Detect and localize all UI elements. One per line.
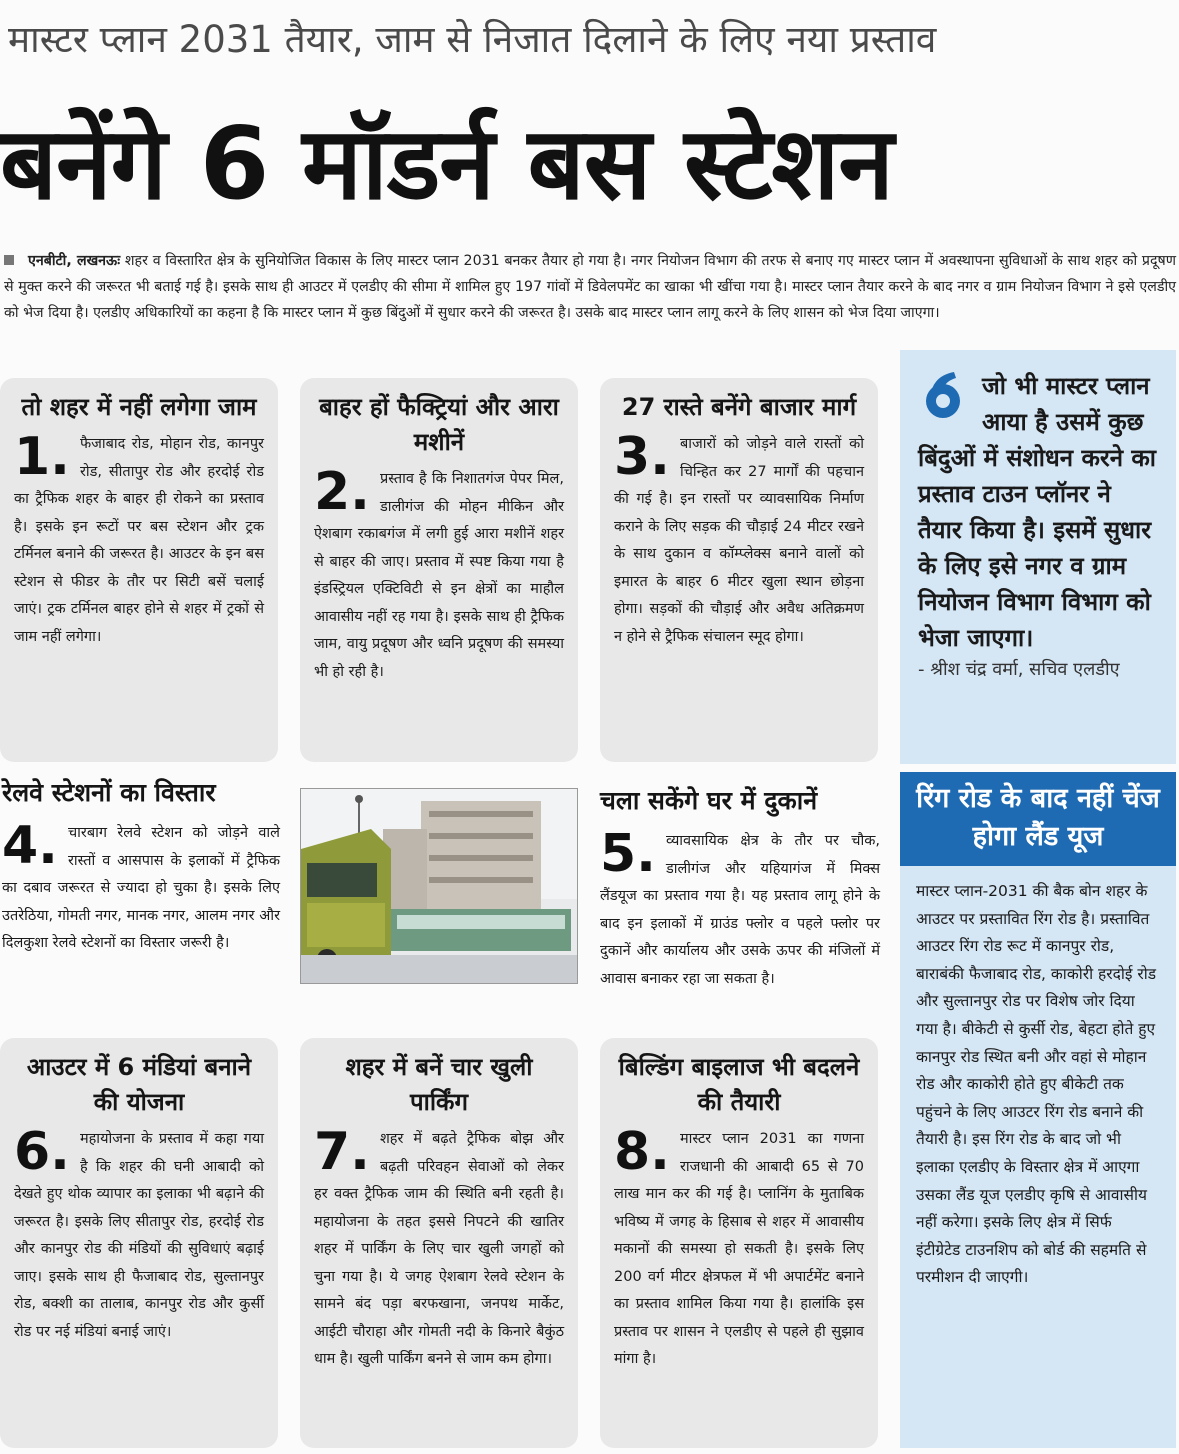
point-body — [2, 816, 280, 958]
bus-station-photo — [300, 788, 578, 984]
bus-station-photo-illustration — [301, 789, 578, 984]
point-number: 1. — [14, 427, 70, 487]
point-number: 5. — [600, 824, 656, 884]
point-text: चारबाग रेलवे स्टेशन को जोड़ने वाले रास्तों व आसपास के इलाकों में ट्रैफिक का दबाव जरूरत से ज्यादा हो चुका है। इसके लिए उतरेठिया, गोमती नगर, मानक नगर, आलम नगर और दिलकुशा रेलवे स्टेशनों का विस्तार जरूरी है। — [2, 825, 280, 951]
point-number: 3. — [614, 427, 670, 487]
point-text: बाजारों को जोड़ने वाले रास्तों को चिन्हित कर 27 मार्गों की पहचान की गई है। इन रास्तों पर व्यावसायिक निर्माण कराने के लिए सड़क की चौड़ाई 24 मीटर रखने के साथ दुकान व कॉम्प्लेक्स बनाने वालों को इमारत के बाहर 6 मीटर खुला स्थान छोड़ना होगा। सड़कों की चौड़ाई और अवैध अतिक्रमण न होने से ट्रैफिक संचालन स्मूद होगा। — [614, 436, 864, 645]
point-body — [600, 824, 880, 993]
point-box-7 — [300, 1038, 578, 1448]
point-body — [314, 462, 564, 686]
point-body — [614, 427, 864, 651]
ring-road-title: रिंग रोड के बाद नहीं चेंज होगा लैंड यूज — [900, 772, 1176, 866]
point-title: बिल्डिंग बाइलाज भी बदलने की तैयारी — [618, 1053, 860, 1116]
point-text: फैजाबाद रोड, मोहान रोड, कानपुर रोड, सीतापुर रोड और हरदोई रोड का ट्रैफिक शहर के बाहर ही रोकने का प्रस्ताव है। इसके इन रूटों पर बस स्टेशन और ट्रक टर्मिनल बनाने की जरूरत है। आउटर के इन बस स्टेशन से फीडर के तौर पर सिटी बसें चलाई जाएं। ट्रक टर्मिनल बाहर होने से शहर में ट्रकों से जाम नहीं लगेगा। — [14, 436, 264, 645]
quote-text: जो भी मास्टर प्लान आया है उसमें कुछ बिंदुओं में संशोधन करने का प्रस्ताव टाउन प्लॉनर ने तैयार किया है। इसमें सुधार के लिए इसे नगर व ग्राम नियोजन विभाग विभाग को भेजा जाएगा। — [918, 372, 1157, 652]
point-title: तो शहर में नहीं लगेगा जाम — [21, 393, 257, 421]
point-section-5 — [600, 784, 880, 1024]
headline: बनेंगे 6 मॉडर्न बस स्टेशन — [0, 105, 893, 222]
point-body — [14, 427, 264, 651]
point-body — [14, 1122, 264, 1346]
point-title: रेलवे स्टेशनों का विस्तार — [2, 778, 216, 807]
point-text: प्रस्ताव है कि निशातगंज पेपर मिल, डालीगंज की मोहन मीकिन और ऐशबाग रकाबगंज में लगी हुई आरा मशीनें शहर से बाहर की जाए। प्रस्ताव में स्पष्ट किया गया है इंडस्ट्रियल एक्टिविटी से इन क्षेत्रों का माहौल आवासीय नहीं रह गया है। इसके साथ ही ट्रैफिक जाम, वायु प्रदूषण और ध्वनि प्रदूषण की समस्या भी हो रही है। — [314, 471, 564, 680]
point-title: शहर में बनें चार खुली पार्किंग — [345, 1053, 533, 1116]
point-number: 8. — [614, 1122, 670, 1182]
dateline: एनबीटी, लखनऊः — [28, 253, 121, 269]
point-title: आउटर में 6 मंडियां बनाने की योजना — [26, 1053, 252, 1116]
ring-road-text: मास्टर प्लान-2031 की बैक बोन शहर के आउटर पर प्रस्तावित रिंग रोड है। प्रस्तावित आउटर रिंग रोड रूट में कानपुर रोड, बाराबंकी फैजाबाद रोड, काकोरी हरदोई रोड और सुल्तानपुर रोड पर विशेष जोर दिया गया है। बीकेटी से कुर्सी रोड, बेहटा होते हुए कानपुर रोड स्थित बनी और वहां से मोहान रोड और काकोरी होते हुए बीकेटी तक पहुंचने के लिए आउटर रिंग रोड बनाने की तैयारी है। इस रिंग रोड के बाद जो भी इलाका एलडीए के विस्तार क्षेत्र में आएगा उसका लैंड यूज एलडीए कृषि से आवासीय नहीं करेगा। इसके लिए क्षेत्र में सिर्फ इंटीग्रेटेड टाउनशिप को बोर्ड की सहमति से परमीशन दी जाएगी। — [916, 882, 1157, 1287]
quote-mark-icon — [916, 368, 970, 422]
quote-box — [900, 350, 1176, 764]
point-box-2 — [300, 378, 578, 762]
point-number: 6. — [14, 1122, 70, 1182]
intro-text: शहर व विस्तारित क्षेत्र के सुनियोजित विकास के लिए मास्टर प्लान 2031 बनकर तैयार हो गया है। नगर नियोजन विभाग की तरफ से बनाए गए मास्टर प्लान में अवस्थापना सुविधाओं के साथ शहर को प्रदूषण से मुक्त करने की जरूरत भी बताई गई है। इसके साथ ही आउटर में एलडीए की सीमा में शामिल हुए 197 गांवों में डिवेलपमेंट का खाका भी खींचा गया है। मास्टर प्लान तैयार करने के बाद नगर व ग्राम नियोजन विभाग ने इसे एलडीए को भेज दिया है। एलडीए अधिकारियों का कहना है कि मास्टर प्लान में कुछ बिंदुओं में सुधार करने की जरूरत है। उसके बाद मास्टर प्लान लागू करने के लिए शासन को भेज दिया जाएगा। — [4, 253, 1176, 321]
point-text: महायोजना के प्रस्ताव में कहा गया है कि शहर की घनी आबादी को देखते हुए थोक व्यापार का इलाका भी बढ़ाने की जरूरत है। इसके लिए सीतापुर रोड, हरदोई रोड और कानपुर रोड की मंडियों की सुविधाएं बढ़ाई जाए। इसके साथ ही फैजाबाद रोड, सुल्तानपुर रोड, बक्शी का तालाब, कानपुर रोड और कुर्सी रोड पर नई मंडियां बनाई जाएं। — [14, 1131, 264, 1340]
bullet-square-icon — [4, 255, 14, 265]
kicker: मास्टर प्लान 2031 तैयार, जाम से निजात दिलाने के लिए नया प्रस्ताव — [8, 18, 937, 61]
ring-road-box — [900, 772, 1176, 1448]
point-title: 27 रास्ते बनेंगे बाजार मार्ग — [621, 393, 857, 421]
point-box-3 — [600, 378, 878, 762]
point-number: 4. — [2, 816, 58, 876]
point-number: 7. — [314, 1122, 370, 1182]
point-title: चला सकेंगे घर में दुकानें — [600, 786, 818, 815]
point-body — [314, 1122, 564, 1374]
quote-author: - श्रीश चंद्र वर्मा, सचिव एलडीए — [918, 659, 1120, 680]
point-text: व्यावसायिक क्षेत्र के तौर पर चौक, डालीगंज और यहियागंज में मिक्स लैंडयूज का प्रस्ताव गया है। यह प्रस्ताव लागू होने के बाद इन इलाकों में ग्राउंड फ्लोर व पहले फ्लोर पर दुकानें और कार्यालय और उसके ऊपर की मंजिलों में आवास बनाकर रहा जा सकता है। — [600, 833, 880, 987]
point-text: मास्टर प्लान 2031 का गणना राजधानी की आबादी 65 से 70 लाख मान कर की गई है। प्लानिंग के मुताबिक भविष्य में जगह के हिसाब से शहर में आवासीय मकानों की समस्या हो सकती है। इसके लिए 200 वर्ग मीटर क्षेत्रफल में भी अपार्टमेंट बनाने का प्रस्ताव शामिल किया गया है। हालांकि इस प्रस्ताव पर शासन ने एलडीए से पहले ही सुझाव मांगा है। — [614, 1131, 864, 1367]
point-section-4 — [2, 776, 280, 1016]
point-text: शहर में बढ़ते ट्रैफिक बोझ और बढ़ती परिवहन सेवाओं को लेकर हर वक्त ट्रैफिक जाम की स्थिति बनी रहती है। महायोजना के तहत इससे निपटने की खातिर शहर में पार्किंग के लिए चार खुली जगहों को चुना गया है। ये जगह ऐशबाग रेलवे स्टेशन के सामने बंद पड़ा बरफखाना, जनपथ मार्केट, आईटी चौराहा और गोमती नदी के किनारे बैकुंठ धाम है। खुली पार्किंग बनने से जाम कम होगा। — [314, 1131, 564, 1367]
point-body — [614, 1122, 864, 1374]
point-box-6 — [0, 1038, 278, 1448]
point-number: 2. — [314, 462, 370, 522]
point-box-1 — [0, 378, 278, 762]
point-box-8 — [600, 1038, 878, 1448]
intro-paragraph — [4, 248, 1176, 326]
point-title: बाहर हों फैक्ट्रियां और आरा मशीनें — [319, 393, 559, 456]
